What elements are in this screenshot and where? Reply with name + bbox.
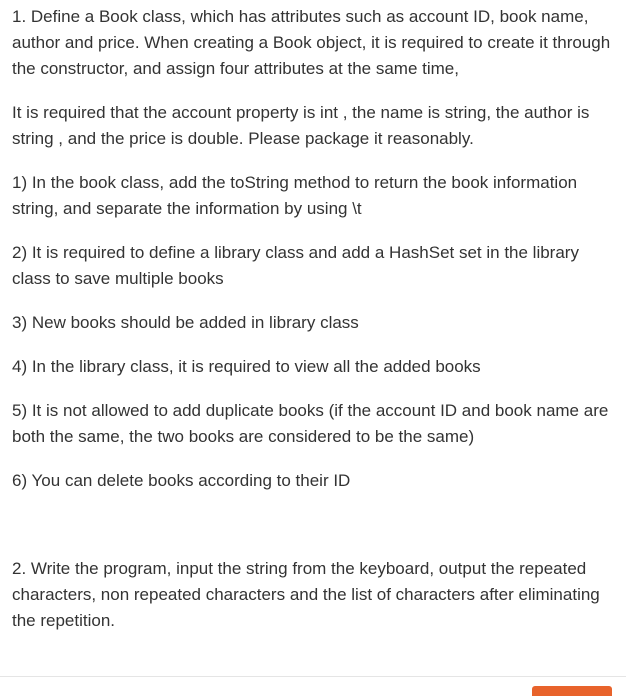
requirement-6: 6) You can delete books according to their ID xyxy=(12,471,351,490)
question-body xyxy=(12,4,612,634)
spacer xyxy=(12,152,612,170)
requirement-3: 3) New books should be added in library class xyxy=(12,313,359,332)
action-button[interactable] xyxy=(532,686,612,696)
spacer xyxy=(12,450,612,468)
requirement-5: 5) It is not allowed to add duplicate books (if the account ID and book name are both the same, the two books are considered to be the same) xyxy=(12,401,609,446)
requirement-1: 1) In the book class, add the toString method to return the book information string, and separate the information by using \t xyxy=(12,173,578,218)
spacer xyxy=(12,82,612,100)
spacer xyxy=(12,538,612,556)
question-2: 2. Write the program, input the string from the keyboard, output the repeated characters, non repeated characters and the list of characters after eliminating the repetition. xyxy=(12,559,600,630)
spacer xyxy=(12,380,612,398)
spacer xyxy=(12,336,612,354)
question-1-types: It is required that the account property is int , the name is string, the author is string , and the price is double. Please package it reasonably. xyxy=(12,103,590,148)
requirement-2: 2) It is required to define a library class and add a HashSet set in the library class to save multiple books xyxy=(12,243,579,288)
spacer xyxy=(12,494,612,538)
divider xyxy=(0,676,626,677)
spacer xyxy=(12,292,612,310)
spacer xyxy=(12,222,612,240)
requirement-4: 4) In the library class, it is required to view all the added books xyxy=(12,357,481,376)
question-1-intro: 1. Define a Book class, which has attributes such as account ID, book name, author and price. When creating a Book object, it is required to create it through the constructor, and assign four attributes at the same time, xyxy=(12,7,611,78)
